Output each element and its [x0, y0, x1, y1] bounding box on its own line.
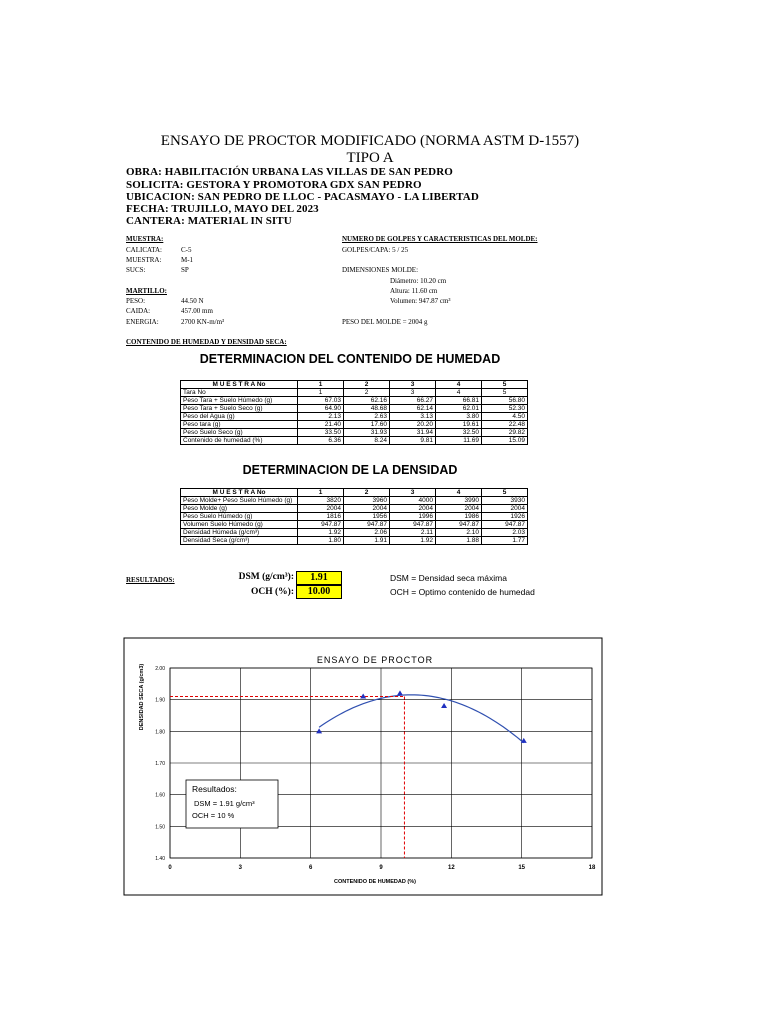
- cantera-line: CANTERA: MATERIAL IN SITU: [126, 215, 292, 227]
- dimensiones-label: DIMENSIONES MOLDE:: [342, 266, 419, 274]
- chart-frame: [124, 638, 602, 895]
- table-cell: 3.80: [436, 413, 482, 421]
- table-cell: 2004: [390, 505, 436, 513]
- resultados-label: RESULTADOS:: [126, 576, 175, 584]
- table-cell: 1.80: [298, 537, 344, 545]
- table-header-cell: M U E S T R A No: [181, 489, 298, 497]
- humedad-section-title: DETERMINACION DEL CONTENIDO DE HUMEDAD: [199, 352, 501, 366]
- table-cell: 31.93: [344, 429, 390, 437]
- table-cell: 947.87: [482, 521, 528, 529]
- golpes-capa: GOLPES/CAPA: 5 / 25: [342, 246, 409, 254]
- altura-value: Altura: 11.60 cm: [390, 287, 438, 295]
- muestra-label: MUESTRA:: [126, 256, 162, 264]
- table-cell: 1: [298, 389, 344, 397]
- table-cell: 52.30: [482, 405, 528, 413]
- y-tick-label: 2.00: [155, 666, 165, 672]
- sucs-value: SP: [181, 266, 189, 274]
- page-title: ENSAYO DE PROCTOR MODIFICADO (NORMA ASTM D-1557): [160, 133, 580, 149]
- table-cell: 67.03: [298, 397, 344, 405]
- row-label: Contenido de humedad (%): [181, 437, 298, 445]
- table-cell: 62.14: [390, 405, 436, 413]
- dsm-note: DSM = Densidad seca máxima: [390, 573, 507, 583]
- table-cell: 62.01: [436, 405, 482, 413]
- dsm-label: DSM (g/cm³):: [238, 572, 294, 582]
- table-cell: 29.82: [482, 429, 528, 437]
- y-axis-label: DENSIDAD SECA (g/cm3): [139, 663, 145, 731]
- table-cell: 2.06: [344, 529, 390, 537]
- peso-value: 44.50 N: [181, 297, 204, 305]
- table-cell: 64.90: [298, 405, 344, 413]
- table-cell: 4.50: [482, 413, 528, 421]
- energia-label: ENERGIA:: [126, 318, 159, 326]
- table-cell: 1986: [436, 513, 482, 521]
- x-tick-label: 12: [447, 865, 455, 871]
- y-tick-label: 1.80: [155, 729, 165, 736]
- table-cell: 3: [390, 389, 436, 397]
- table-cell: 56.80: [482, 397, 528, 405]
- table-cell: 1996: [390, 513, 436, 521]
- muestra-heading: MUESTRA:: [126, 235, 164, 243]
- table-cell: 1956: [344, 513, 390, 521]
- table-cell: 1.77: [482, 537, 528, 545]
- y-tick-label: 1.50: [155, 824, 165, 831]
- table-cell: 32.50: [436, 429, 482, 437]
- fitted-curve: [319, 695, 524, 743]
- table-header-cell: M U E S T R A No: [181, 381, 298, 389]
- table-cell: 66.81: [436, 397, 482, 405]
- row-label: Volumen Suelo Húmedo (g): [181, 521, 298, 529]
- table-header-cell: 4: [436, 489, 482, 497]
- calicata-label: CALICATA:: [126, 246, 162, 254]
- data-point: [441, 703, 447, 708]
- table-cell: 21.40: [298, 421, 344, 429]
- annotation-och: OCH = 10 %: [192, 811, 235, 820]
- table-cell: 20.20: [390, 421, 436, 429]
- table-cell: 2004: [344, 505, 390, 513]
- x-tick-label: 3: [238, 865, 243, 871]
- table-header-cell: 4: [436, 381, 482, 389]
- peso-molde-value: PESO DEL MOLDE = 2004 g: [342, 318, 428, 326]
- table-cell: 8.24: [344, 437, 390, 445]
- table-cell: 2.13: [298, 413, 344, 421]
- table-cell: 31.94: [390, 429, 436, 437]
- x-tick-label: 6: [308, 865, 313, 871]
- table-cell: 2004: [298, 505, 344, 513]
- y-tick-label: 1.60: [155, 792, 165, 799]
- table-header-cell: 2: [344, 381, 390, 389]
- table-cell: 1926: [482, 513, 528, 521]
- energia-value: 2700 KN-m/m³: [181, 318, 225, 326]
- table-header-cell: 5: [482, 381, 528, 389]
- table-header-cell: 2: [344, 489, 390, 497]
- table-cell: 1.91: [344, 537, 390, 545]
- contenido-heading: CONTENIDO DE HUMEDAD Y DENSIDAD SECA:: [126, 338, 287, 346]
- y-tick-label: 1.40: [155, 856, 165, 862]
- table-cell: 22.48: [482, 421, 528, 429]
- table-cell: 3.13: [390, 413, 436, 421]
- table-cell: 3820: [298, 497, 344, 505]
- table-cell: 2.10: [436, 529, 482, 537]
- table-header-cell: 5: [482, 489, 528, 497]
- row-label: Tara No: [181, 389, 298, 397]
- table-cell: 48.68: [344, 405, 390, 413]
- chart-title: ENSAYO DE PROCTOR: [316, 655, 434, 665]
- row-label: Peso Suelo Seco (g): [181, 429, 298, 437]
- table-cell: 2004: [482, 505, 528, 513]
- martillo-heading: MARTILLO:: [126, 287, 167, 295]
- table-cell: 1.88: [436, 537, 482, 545]
- table-cell: 947.87: [390, 521, 436, 529]
- table-cell: 17.60: [344, 421, 390, 429]
- caida-value: 457.00 mm: [181, 307, 213, 315]
- y-tick-label: 1.90: [155, 697, 165, 704]
- table-header-cell: 1: [298, 489, 344, 497]
- annotation-title: Resultados:: [192, 784, 237, 794]
- table-cell: 19.61: [436, 421, 482, 429]
- row-label: Peso tara (g): [181, 421, 298, 429]
- row-label: Densidad Seca (g/cm³): [181, 537, 298, 545]
- table-cell: 1.92: [298, 529, 344, 537]
- x-axis-label: CONTENIDO DE HUMEDAD (%): [334, 879, 416, 885]
- table-cell: 6.36: [298, 437, 344, 445]
- solicita-line: SOLICITA: GESTORA Y PROMOTORA GDX SAN PEDRO: [126, 179, 422, 191]
- table-cell: 1816: [298, 513, 344, 521]
- table-cell: 947.87: [436, 521, 482, 529]
- och-label: OCH (%):: [250, 587, 294, 597]
- table-cell: 9.81: [390, 437, 436, 445]
- row-label: Densidad Húmeda (g/cm³): [181, 529, 298, 537]
- table-cell: 947.87: [344, 521, 390, 529]
- och-note: OCH = Optimo contenido de humedad: [390, 587, 535, 597]
- row-label: Peso Suelo Húmedo (g): [181, 513, 298, 521]
- table-cell: 2.03: [482, 529, 528, 537]
- table-cell: 2.63: [344, 413, 390, 421]
- dsm-value: 1.91: [296, 571, 342, 585]
- obra-line: OBRA: HABILITACIÓN URBANA LAS VILLAS DE SAN PEDRO: [126, 166, 453, 178]
- table-cell: 3960: [344, 497, 390, 505]
- table-cell: 5: [482, 389, 528, 397]
- page-subtitle: TIPO A: [346, 150, 394, 166]
- table-header-cell: 1: [298, 381, 344, 389]
- table-cell: 947.87: [298, 521, 344, 529]
- caida-label: CAIDA:: [126, 307, 151, 315]
- x-tick-label: 9: [379, 865, 383, 871]
- row-label: Peso Tara + Suelo Seco (g): [181, 405, 298, 413]
- volumen-value: Volumen: 947.87 cm³: [390, 297, 451, 305]
- table-cell: 2: [344, 389, 390, 397]
- sucs-label: SUCS:: [126, 266, 146, 274]
- table-header-cell: 3: [390, 381, 436, 389]
- row-label: Peso Molde+ Peso Suelo Húmedo (g): [181, 497, 298, 505]
- table-cell: 4: [436, 389, 482, 397]
- data-point: [397, 690, 403, 695]
- x-tick-label: 18: [588, 865, 596, 871]
- och-value: 10.00: [296, 585, 342, 599]
- table-cell: 66.27: [390, 397, 436, 405]
- table-cell: 4000: [390, 497, 436, 505]
- table-cell: 11.69: [436, 437, 482, 445]
- diametro-value: Diámetro: 10.20 cm: [390, 277, 447, 285]
- table-cell: 3930: [482, 497, 528, 505]
- annotation-dsm: DSM = 1.91 g/cm³: [194, 799, 255, 808]
- peso-label: PESO:: [126, 297, 146, 305]
- table-cell: 33.50: [298, 429, 344, 437]
- muestra-value: M-1: [181, 256, 194, 264]
- table-header-cell: 3: [390, 489, 436, 497]
- densidad-section-title: DETERMINACION DE LA DENSIDAD: [242, 463, 458, 477]
- y-tick-label: 1.70: [155, 761, 165, 767]
- x-tick-label: 15: [518, 865, 526, 871]
- fecha-line: FECHA: TRUJILLO, MAYO DEL 2023: [126, 203, 319, 215]
- table-cell: 15.09: [482, 437, 528, 445]
- table-cell: 2004: [436, 505, 482, 513]
- row-label: Peso del Agua (g): [181, 413, 298, 421]
- calicata-value: C-5: [181, 246, 192, 254]
- ubicacion-line: UBICACION: SAN PEDRO DE LLOC - PACASMAYO - LA LIBERTAD: [126, 191, 479, 203]
- table-cell: 3990: [436, 497, 482, 505]
- row-label: Peso Molde (g): [181, 505, 298, 513]
- row-label: Peso Tara + Suelo Húmedo (g): [181, 397, 298, 405]
- table-cell: 1.92: [390, 537, 436, 545]
- table-cell: 2.11: [390, 529, 436, 537]
- table-cell: 62.16: [344, 397, 390, 405]
- data-point: [316, 728, 322, 733]
- golpes-heading: NUMERO DE GOLPES Y CARACTERISTICAS DEL MOLDE:: [342, 235, 538, 243]
- x-tick-label: 0: [168, 865, 172, 871]
